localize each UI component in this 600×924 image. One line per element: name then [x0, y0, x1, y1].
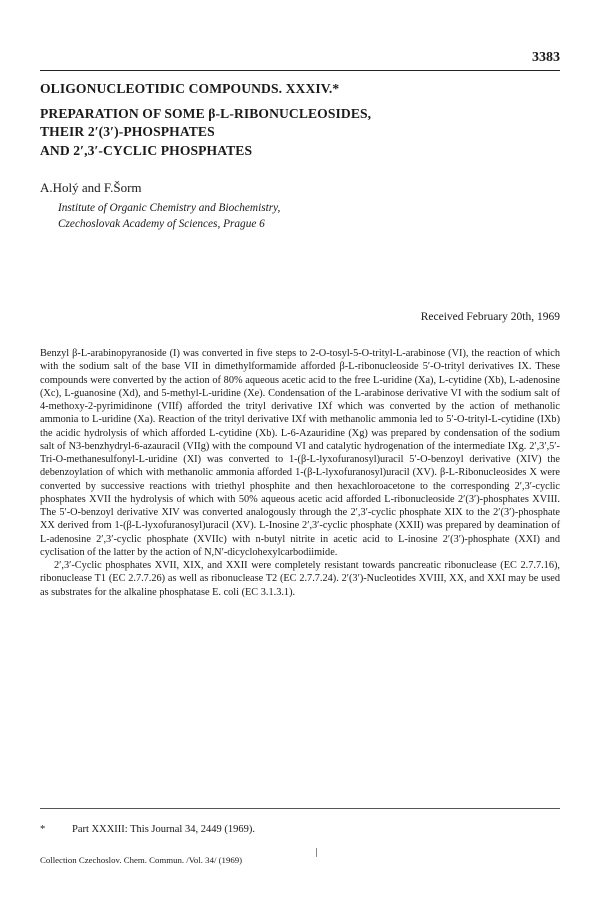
page-number: 3383	[532, 50, 560, 65]
authors: A.Holý and F.Šorm	[40, 180, 142, 195]
footnote-rule	[40, 808, 560, 809]
title-line-series: OLIGONUCLEOTIDIC COMPOUNDS. XXXIV.*	[40, 81, 340, 96]
journal-footer: Collection Czechoslov. Chem. Commun. /Vol. 34/ (1969)	[40, 855, 243, 865]
footnote	[40, 824, 255, 835]
affiliation	[58, 200, 280, 232]
title-line-cyclic: AND 2′,3′-CYCLIC PHOSPHATES	[40, 142, 253, 158]
affiliation-institute: Institute of Organic Chemistry and Biochemistry,	[58, 202, 281, 214]
top-rule	[40, 70, 560, 71]
footnote-marker: *	[40, 824, 46, 835]
article-title	[40, 80, 560, 160]
affiliation-academy: Czechoslovak Academy of Sciences, Prague 6	[58, 218, 265, 230]
abstract	[40, 347, 560, 599]
footnote-text: Part XXXIII: This Journal 34, 2449 (1969).	[72, 824, 255, 835]
abstract-paragraph-2: 2′,3′-Cyclic phosphates XVII, XIX, and XXII were completely resistant towards pancreatic ribonuclease (EC 2.7.7.16), ribonuclease T1 (EC 2.7.7.26) as well as ribonuclease T2 (EC 2.7.7.24). 2′(3′)-Nucleotides XVIII, XX, and XXI may be used as substrates for the alkaline phosphatase E. coli (EC 3.1.3.1).	[40, 560, 560, 598]
title-line-phosphates: THEIR 2′(3′)-PHOSPHATES	[40, 124, 215, 139]
tick-mark	[316, 848, 317, 857]
abstract-paragraph-1: Benzyl β-L-arabinopyranoside (I) was converted in five steps to 2-O-tosyl-5-O-trityl-L-arabinose (VI), the reaction of which with the sodium salt of the base VII in dimethylformamide afforded β-L-ribonucleoside 5′-O-trityl derivatives IX. These compounds were converted by the action of 80% aqueous acetic acid to the free L-uridine (Xa), L-cytidine (Xb), L-adenosine (Xc), L-guanosine (Xd), and 5-methyl-L-uridine (Xe). Condensation of the L-arabinose derivative VI with the sodium salt of 4-methoxy-2-pyrimidinone (VIIf) afforded the trityl derivative IXf which was converted by the action of methanolic ammonia to L-uridine (Xa). Reaction of the trityl derivative IXf with methanolic ammonia led to 5′-O-trityl-L-cytidine (IXb) the acidic hydrolysis of which afforded L-cytidine (Xb). L-6-Azauridine (Xg) was prepared by condensation of the sodium salt of N3-benzhydryl-6-azauracil (VIIg) with the compound VI and catalytic hydrogenation of the intermediate IXg. 2′,3′,5′-Tri-O-methanesulfonyl-L-uridine (XI) was converted to 1-(β-L-lyxofuranosyl)uracil 5′-O-benzoyl derivative (XIV) the debenzoylation of which with methanolic ammonia afforded 1-(β-L-lyxofuranosyl)uracil (XV). β-L-Ribonucleosides X were converted by successive reactions with triethyl phosphite and then hexachloroacetone to the corresponding 2′,3′-cyclic phosphates XVII the hydrolysis of which with 50% aqueous acetic acid afforded L-ribonucleoside 2′(3′)-phosphates XVIII. The 5′-O-benzoyl derivative XIV was converted analogously through the 2′,3′-cyclic phosphate XIX to the 2′(3′)-phosphate XX derived from 1-(β-L-lyxofuranosyl)uracil (XV). L-Inosine 2′,3′-cyclic phosphate (XXII) was prepared by deamination of L-adenosine 2′,3′-cyclic phosphate (XVIIc) with n-butyl nitrite in acetic acid to L-inosine 2′(3′)-phosphate (XXI) and cyclisation of the latter by the action of N,N′-dicyclohexylcarbodiimide.	[40, 348, 560, 558]
title-line-main: PREPARATION OF SOME β-L-RIBONUCLEOSIDES,	[40, 105, 372, 121]
received-date: Received February 20th, 1969	[420, 311, 560, 323]
